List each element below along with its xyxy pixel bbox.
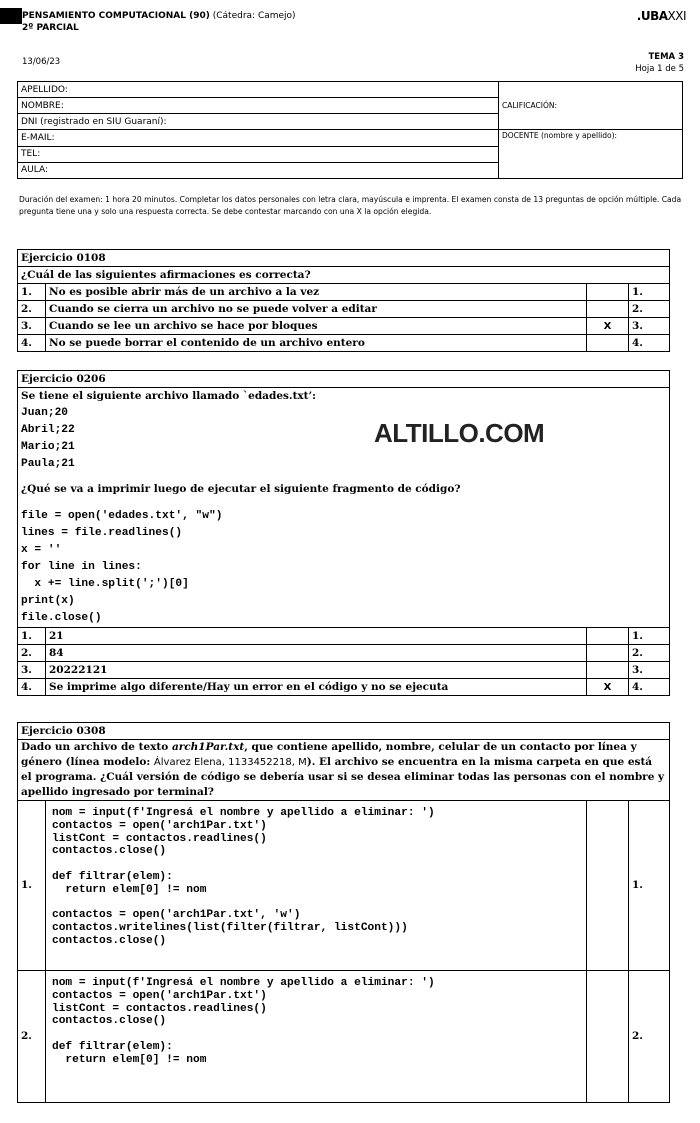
answer-box[interactable] [587, 971, 629, 1103]
answer-box[interactable] [587, 335, 629, 352]
option-text: Cuando se cierra un archivo no se puede volver a editar [46, 301, 587, 318]
option-number: 4. [18, 679, 46, 696]
docente-field[interactable]: DOCENTE (nombre y apellido): [499, 130, 683, 179]
answer-box[interactable]: X [587, 318, 629, 335]
option-number-right: 3. [629, 318, 670, 335]
option-row [18, 645, 670, 662]
nombre-field[interactable]: NOMBRE: [18, 98, 499, 114]
option-number-right: 4. [629, 679, 670, 696]
redaction-block [0, 8, 22, 24]
option-number-right: 2. [629, 971, 670, 1103]
option-text: No es posible abrir más de un archivo a la vez [46, 284, 587, 301]
option-row [18, 971, 670, 1103]
exercise-0308 [17, 722, 670, 1103]
exercise-title: Ejercicio 0108 [18, 250, 670, 267]
option-text: Cuando se lee un archivo se hace por bloques [46, 318, 587, 335]
file-contents: Juan;20 Abril;22 Mario;21 Paula;21 [21, 407, 75, 470]
altillo-watermark: ALTILLO.COM [374, 418, 545, 448]
course-title: PENSAMIENTO COMPUTACIONAL (90) [22, 11, 210, 21]
option-number: 2. [18, 301, 46, 318]
exercise-question: Dado un archivo de texto arch1Par.txt, que contiene apellido, nombre, celular de un contacto por línea y género (línea modelo: Álvarez Elena, 1133452218, M). El archivo se encuentra en la misma carpeta en que está el programa. ¿Cuál versión de código se debería usar si se desea eliminar todas las personas con el nombre y apellido ingresado por terminal? [18, 740, 670, 801]
answer-box[interactable] [587, 628, 629, 645]
option-number: 3. [18, 318, 46, 335]
option-number: 2. [18, 971, 46, 1103]
option-number: 2. [18, 645, 46, 662]
email-field[interactable]: E-MAIL: [18, 130, 499, 146]
option-row [18, 318, 670, 335]
option-text: 84 [46, 645, 587, 662]
exercise-title: Ejercicio 0308 [18, 723, 670, 740]
option-number: 1. [18, 628, 46, 645]
aula-field[interactable]: AULA: [18, 162, 499, 178]
option-code: nom = input(f'Ingresá el nombre y apellido a eliminar: ') contactos = open('arch1Par.txt') listCont = contactos.readlines() contactos.close() def filtrar(elem): return elem[0] != nom [46, 971, 587, 1103]
dni-field[interactable]: DNI (registrado en SIU Guaraní): [18, 114, 499, 130]
option-text: No se puede borrar el contenido de un archivo entero [46, 335, 587, 352]
option-code: nom = input(f'Ingresá el nombre y apellido a eliminar: ') contactos = open('arch1Par.txt') listCont = contactos.readlines() contactos.close() def filtrar(elem): return elem[0] != nom contactos = open('arch1Par.txt', 'w') contactos.writelines(list(filter(filtrar, listCont))) contactos.close() [46, 801, 587, 971]
exam-date: 13/06/23 [22, 57, 61, 67]
answer-box[interactable] [587, 645, 629, 662]
personal-data-form [17, 81, 683, 179]
option-number-right: 1. [629, 628, 670, 645]
parcial-label: 2º PARCIAL [22, 23, 79, 33]
tema-block [635, 51, 684, 75]
code-snippet: file = open('edades.txt', "w") lines = file.readlines() x = '' for line in lines: x += line.split(';')[0] print(x) file.close() [21, 510, 223, 624]
option-number-right: 2. [629, 301, 670, 318]
tel-field[interactable]: TEL: [18, 146, 499, 162]
exam-header [22, 10, 296, 34]
option-row [18, 662, 670, 679]
option-number-right: 1. [629, 801, 670, 971]
option-number-right: 2. [629, 645, 670, 662]
option-number: 1. [18, 284, 46, 301]
answer-box[interactable] [587, 301, 629, 318]
option-row [18, 301, 670, 318]
option-number-right: 1. [629, 284, 670, 301]
exercise-0206 [17, 370, 670, 696]
apellido-field[interactable]: APELLIDO: [18, 82, 499, 98]
option-text: 21 [46, 628, 587, 645]
option-row [18, 801, 670, 971]
option-number-right: 4. [629, 335, 670, 352]
option-number: 1. [18, 801, 46, 971]
option-row [18, 628, 670, 645]
hoja-label: Hoja 1 de 5 [635, 64, 684, 74]
answer-box[interactable]: X [587, 679, 629, 696]
option-row [18, 284, 670, 301]
instructions-text: Duración del examen: 1 hora 20 minutos. Completar los datos personales con letra clara, mayúscula e imprenta. El examen consta de 13 preguntas de opción múltiple. Cada pregunta tiene una y solo una respuesta correcta. Se debe contestar marcando con una X la opción elegida. [19, 195, 682, 216]
option-number: 4. [18, 335, 46, 352]
answer-box[interactable] [587, 284, 629, 301]
option-text: 20222121 [46, 662, 587, 679]
option-text: Se imprime algo diferente/Hay un error en el código y no se ejecuta [46, 679, 587, 696]
exercise-0108 [17, 249, 670, 352]
option-number: 3. [18, 662, 46, 679]
option-number-right: 3. [629, 662, 670, 679]
calificacion-field[interactable]: CALIFICACIÓN: [499, 82, 683, 130]
tema-label: TEMA 3 [648, 52, 684, 62]
exercise-title: Ejercicio 0206 [18, 371, 670, 388]
answer-box[interactable] [587, 662, 629, 679]
catedra-label: (Cátedra: Camejo) [212, 11, 296, 21]
answer-box[interactable] [587, 801, 629, 971]
uba-logo: .UBAXXI [636, 9, 686, 23]
exercise-question: ¿Qué se va a imprimir luego de ejecutar el siguiente fragmento de código? [21, 483, 461, 495]
option-row [18, 679, 670, 696]
exercise-intro: Se tiene el siguiente archivo llamado `edades.txt’: [21, 390, 317, 402]
exercise-question: ¿Cuál de las siguientes afirmaciones es correcta? [18, 267, 670, 284]
option-row [18, 335, 670, 352]
